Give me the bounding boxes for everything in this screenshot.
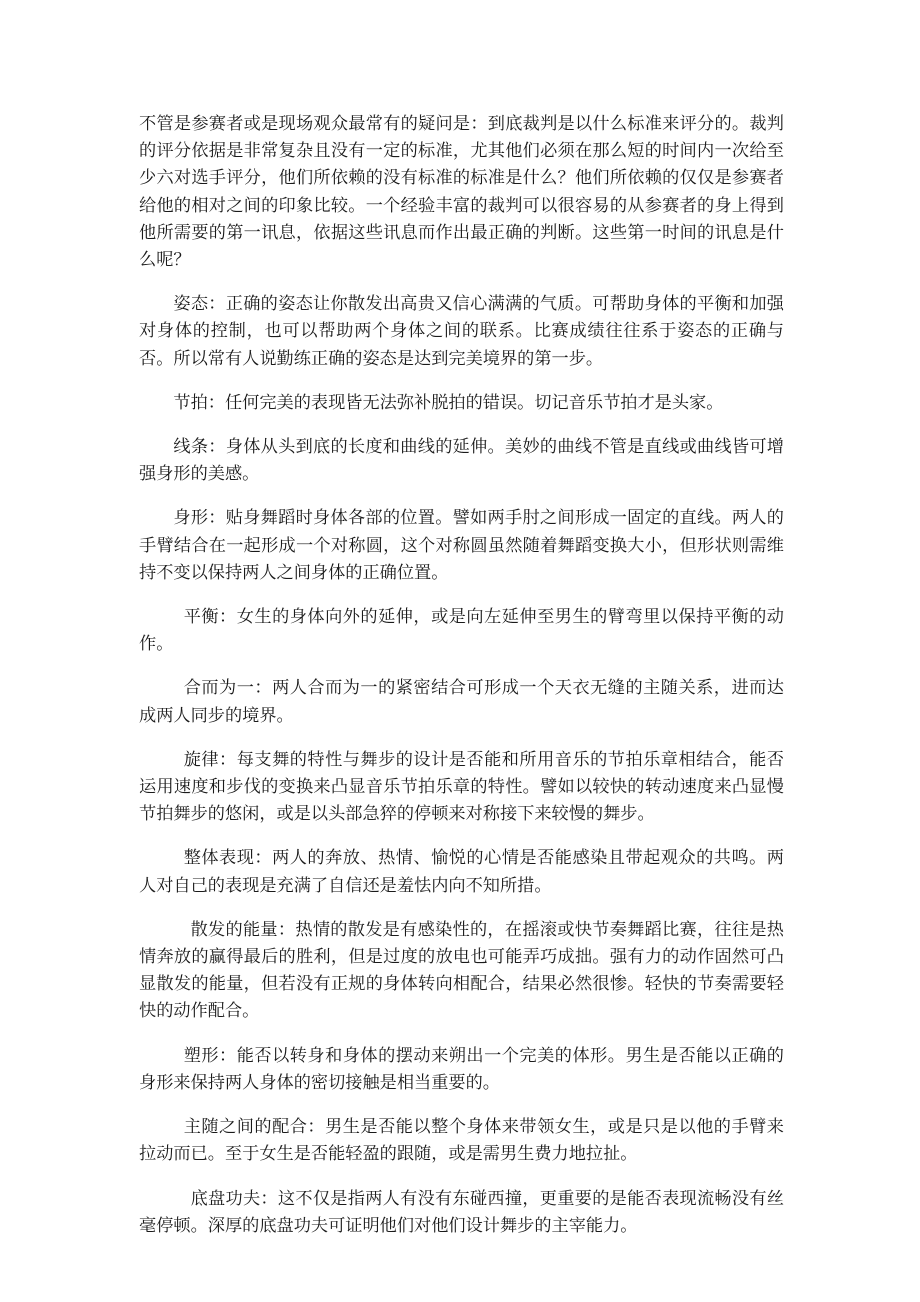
paragraph-line: 线条：身体从头到底的长度和曲线的延伸。美妙的曲线不管是直线或曲线皆可增强身形的美感。 (139, 437, 784, 484)
paragraph-melody: 旋律：每支舞的特性与舞步的设计是否能和所用音乐的节拍乐章相结合，能否运用速度和步伐的变换来凸显音乐节拍乐章的特性。譬如以较快的转动速度来凸显慢节拍舞步的悠闲，或是以头部急猝的停顿来对称接下来较慢的舞步。 (139, 749, 784, 824)
text-column (139, 110, 784, 1239)
paragraph-shape: 身形：贴身舞蹈时身体各部的位置。譬如两手肘之间形成一固定的直线。两人的手臂结合在一起形成一个对称圆，这个对称圆虽然随着舞蹈变换大小，但形状则需维持不变以保持两人之间身体的正确位置。 (139, 508, 784, 582)
paragraph-posture: 姿态：正确的姿态让你散发出高贵又信心满满的气质。可帮助身体的平衡和加强对身体的控制，也可以帮助两个身体之间的联系。比赛成绩往往系于姿态的正确与否。所以常有人说勤练正确的姿态是达到完美境界的第一步。 (139, 294, 784, 368)
paragraph-rhythm: 节拍：任何完美的表现皆无法弥补脱拍的错误。切记音乐节拍才是头家。 (173, 392, 724, 412)
paragraph-overall-performance: 整体表现：两人的奔放、热情、愉悦的心情是否能感染且带起观众的共鸣。两人对自己的表现是充满了自信还是羞怯内向不知所措。 (139, 848, 784, 895)
paragraph-lead-follow: 主随之间的配合：男生是否能以整个身体来带领女生，或是只是以他的手臂来拉动而已。至于女生是否能轻盈的跟随，或是需男生费力地拉扯。 (139, 1117, 784, 1164)
paragraph-radiated-energy: 散发的能量：热情的散发是有感染性的，在摇滚或快节奏舞蹈比赛，往往是热情奔放的赢得最后的胜利，但是过度的放电也可能弄巧成拙。强有力的动作固然可凸显散发的能量，但若没有正规的身体转向相配合，结果必然很惨。轻快的节奏需要轻快的动作配合。 (139, 919, 784, 1021)
paragraph-sculpting: 塑形：能否以转身和身体的摆动来朔出一个完美的体形。男生是否能以正确的身形来保持两人身体的密切接触是相当重要的。 (139, 1045, 784, 1092)
paragraph-balance: 平衡：女生的身体向外的延伸，或是向左延伸至男生的臂弯里以保持平衡的动作。 (139, 607, 784, 654)
paragraph-intro: 不管是参赛者或是现场观众最常有的疑问是：到底裁判是以什么标准来评分的。裁判的评分依据是非常复杂且没有一定的标准，尤其他们必须在那么短的时间内一次给至少六对选手评分，他们所依赖的没有标准的标准是什么？他们所依赖的仅仅是参赛者给他的相对之间的印象比较。一个经验丰富的裁判可以很容易的从参赛者的身上得到他所需要的第一讯息，依据这些讯息而作出最正确的判断。这些第一时间的讯息是什么呢？ (139, 114, 784, 270)
paragraph-footwork: 底盘功夫：这不仅是指两人有没有东碰西撞，更重要的是能否表现流畅没有丝毫停顿。深厚的底盘功夫可证明他们对他们设计舞步的主宰能力。 (139, 1188, 784, 1235)
paragraph-oneness: 合而为一：两人合而为一的紧密结合可形成一个天衣无缝的主随关系，进而达成两人同步的境界。 (139, 678, 784, 725)
